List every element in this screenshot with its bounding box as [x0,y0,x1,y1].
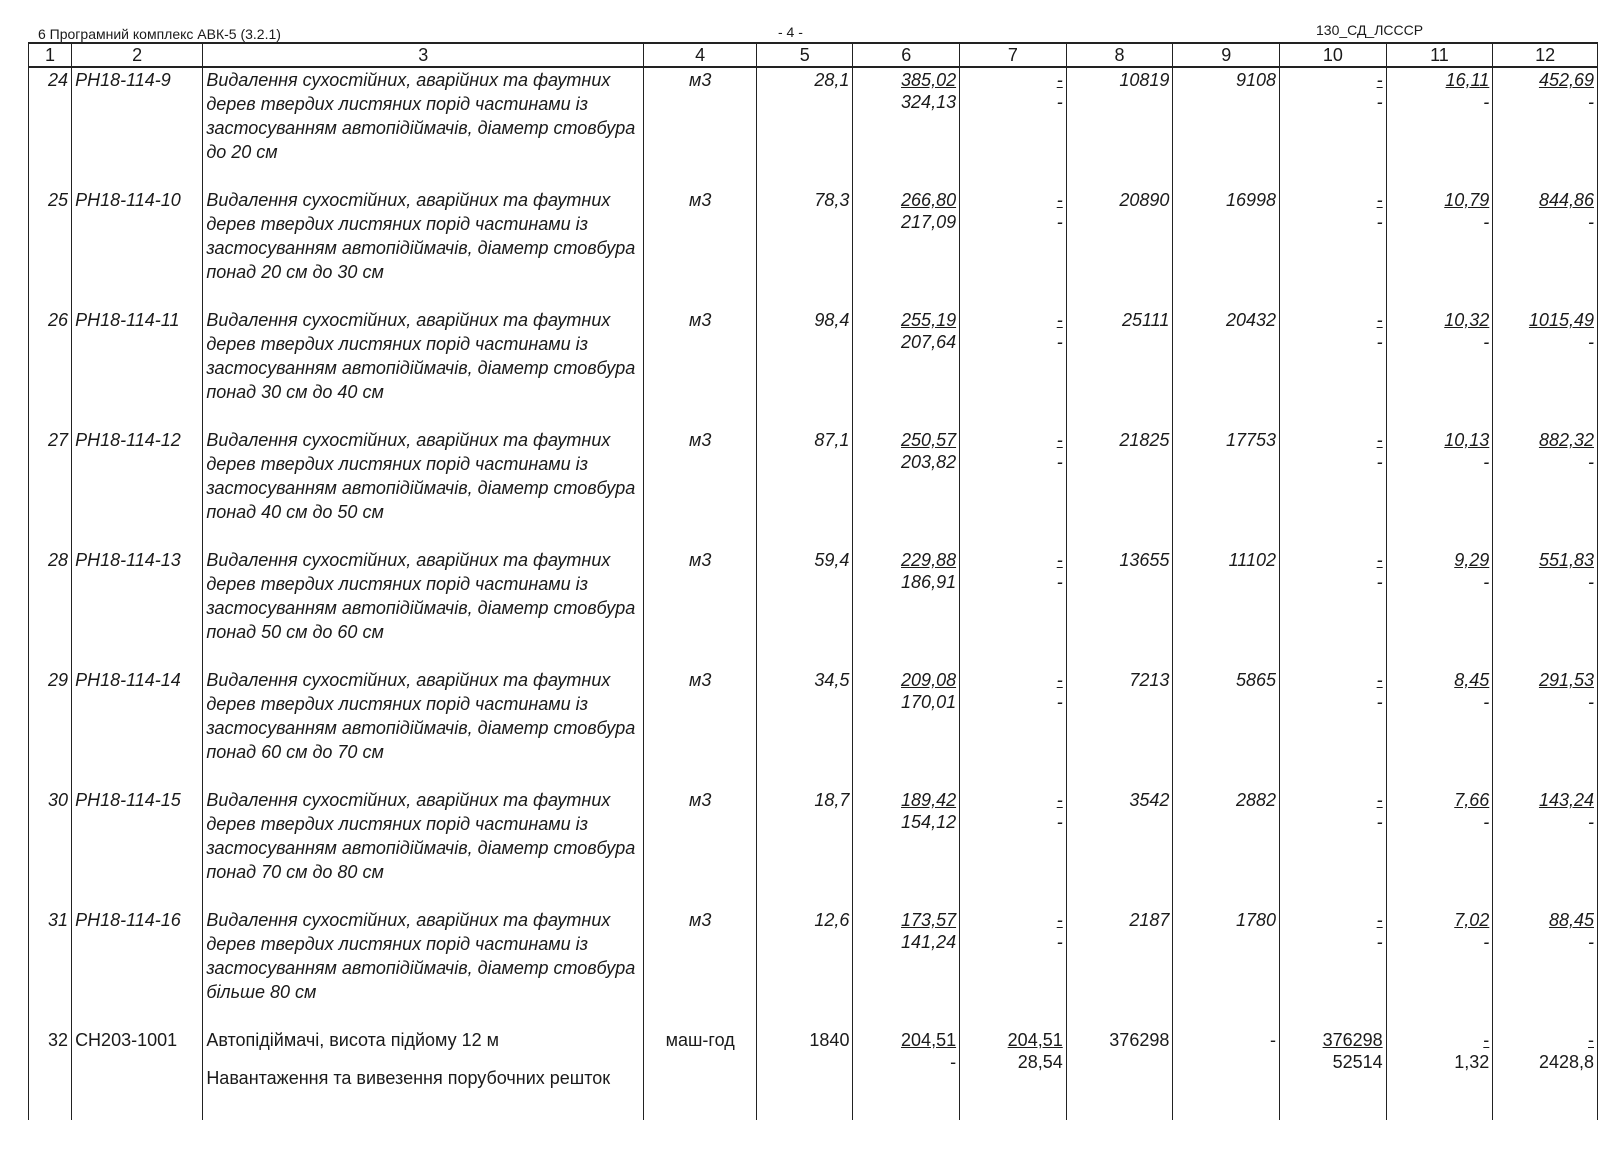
value-top: - [1376,790,1383,810]
software-name: 6 Програмний комплекс АВК-5 (3.2.1) [38,26,281,42]
value-top: 88,45 [1548,910,1594,930]
value-bottom: - [1376,572,1383,592]
col-7-cell [960,548,1067,668]
col-6-cell [853,668,960,788]
col-header: 10 [1280,43,1387,67]
value-top: - [1588,1030,1594,1050]
column-number-row [29,43,1598,67]
col-6-cell [853,67,960,188]
table-row [29,188,1598,308]
row-number: 30 [29,788,72,908]
col-6-cell [853,548,960,668]
col-9-cell: 5865 [1173,668,1280,788]
quantity: 98,4 [757,308,853,428]
value-top: 1015,49 [1528,310,1594,330]
value-bottom: - [1483,812,1490,832]
table-row [29,788,1598,908]
value-bottom: - [1056,692,1063,712]
col-6-cell [853,428,960,548]
value-top: - [1376,190,1383,210]
value-top: 7,02 [1454,910,1490,930]
row-number: 26 [29,308,72,428]
col-7-cell [960,1028,1067,1120]
value-bottom: - [1056,932,1063,952]
col-12-cell [1493,428,1598,548]
row-number: 27 [29,428,72,548]
value-bottom: - [1483,572,1490,592]
value-top: 10,32 [1444,310,1490,330]
value-bottom: - [1483,932,1490,952]
value-top: - [1056,910,1063,930]
col-10-cell [1280,668,1387,788]
col-11-cell [1386,1028,1493,1120]
col-8-cell: 7213 [1066,668,1173,788]
table-row [29,1028,1598,1120]
col-header: 12 [1493,43,1598,67]
col-header: 7 [960,43,1067,67]
value-top: - [1376,910,1383,930]
table-row [29,548,1598,668]
col-8-cell: 25111 [1066,308,1173,428]
value-top: 250,57 [901,430,957,450]
value-top: 204,51 [901,1030,957,1050]
col-12-cell [1493,908,1598,1028]
unit: м3 [644,428,757,548]
work-description [203,668,644,788]
unit: м3 [644,188,757,308]
unit: м3 [644,548,757,668]
value-bottom: - [1056,572,1063,592]
value-top: - [1376,310,1383,330]
col-11-cell [1386,308,1493,428]
row-number: 31 [29,908,72,1028]
col-header: 3 [203,43,644,67]
col-11-cell [1386,548,1493,668]
value-bottom: 186,91 [901,572,957,592]
col-11-cell [1386,428,1493,548]
value-bottom: 1,32 [1454,1052,1490,1072]
value-top: - [1056,430,1063,450]
col-9-cell: 2882 [1173,788,1280,908]
col-10-cell [1280,1028,1387,1120]
col-header: 6 [853,43,960,67]
value-top: - [1376,670,1383,690]
col-11-cell [1386,908,1493,1028]
value-top: 882,32 [1538,430,1594,450]
value-bottom: 28,54 [1017,1052,1063,1072]
value-bottom: 141,24 [901,932,957,952]
rate-code: РН18-114-11 [72,308,203,428]
col-11-cell [1386,788,1493,908]
value-top: 255,19 [901,310,957,330]
rate-code: РН18-114-12 [72,428,203,548]
rate-code: РН18-114-15 [72,788,203,908]
value-bottom: - [1056,212,1063,232]
value-top: 844,86 [1538,190,1594,210]
value-top: 10,79 [1444,190,1490,210]
quantity: 78,3 [757,188,853,308]
work-description [203,1028,644,1120]
value-top: - [1376,70,1383,90]
description-text: Видалення сухостійних, аварійних та фаутних дерев твердих листяних порід частинами із застосуванням автопідіймачів, діаметр стовбура понад 40 см до 50 см [206,430,636,522]
col-12-cell [1493,1028,1598,1120]
value-bottom: - [1056,332,1063,352]
table-body [29,67,1598,1120]
table-row [29,668,1598,788]
value-bottom: - [1483,692,1490,712]
work-description [203,188,644,308]
col-10-cell [1280,788,1387,908]
col-9-cell: 11102 [1173,548,1280,668]
value-top: - [1376,550,1383,570]
value-top: - [1056,310,1063,330]
value-bottom: - [1588,212,1594,232]
value-bottom: - [1376,212,1383,232]
value-bottom: - [1376,92,1383,112]
value-top: 10,13 [1444,430,1490,450]
value-top: 16,11 [1445,70,1490,90]
value-bottom: - [1483,212,1490,232]
value-bottom: - [1588,812,1594,832]
col-header: 9 [1173,43,1280,67]
value-bottom: - [950,1052,957,1072]
unit: маш-год [644,1028,757,1120]
col-8-cell: 2187 [1066,908,1173,1028]
value-bottom: - [1376,332,1383,352]
description-text: Автопідіймачі, висота підйому 12 м [206,1030,499,1050]
work-description [203,908,644,1028]
value-top: - [1056,190,1063,210]
col-7-cell [960,308,1067,428]
value-top: 551,83 [1538,550,1594,570]
col-9-cell: 1780 [1173,908,1280,1028]
value-top: 7,66 [1454,790,1490,810]
value-bottom: 217,09 [901,212,957,232]
value-bottom: 170,01 [901,692,957,712]
value-top: 9,29 [1454,550,1490,570]
row-number: 29 [29,668,72,788]
col-header: 5 [757,43,853,67]
row-number: 25 [29,188,72,308]
value-bottom: - [1483,92,1490,112]
value-bottom: 203,82 [901,452,957,472]
col-8-cell: 3542 [1066,788,1173,908]
row-number: 24 [29,67,72,188]
value-bottom: - [1483,332,1490,352]
value-top: - [1483,1030,1490,1050]
work-description [203,788,644,908]
quantity: 28,1 [757,67,853,188]
table-row [29,428,1598,548]
rate-code: СН203-1001 [72,1028,203,1120]
col-6-cell [853,188,960,308]
value-top: 385,02 [901,70,957,90]
col-11-cell [1386,188,1493,308]
value-top: - [1056,790,1063,810]
col-11-cell [1386,668,1493,788]
quantity: 12,6 [757,908,853,1028]
value-bottom: 324,13 [901,92,957,112]
col-12-cell [1493,668,1598,788]
col-header: 8 [1066,43,1173,67]
value-bottom: - [1588,572,1594,592]
value-top: 143,24 [1538,790,1594,810]
col-8-cell: 20890 [1066,188,1173,308]
value-top: 204,51 [1007,1030,1063,1050]
quantity: 87,1 [757,428,853,548]
col-header: 2 [72,43,203,67]
col-9-cell: 16998 [1173,188,1280,308]
quantity: 59,4 [757,548,853,668]
value-top: - [1056,670,1063,690]
value-bottom: - [1588,452,1594,472]
value-top: 173,57 [901,910,957,930]
col-header: 4 [644,43,757,67]
value-top: - [1056,70,1063,90]
col-10-cell [1280,67,1387,188]
work-description [203,67,644,188]
col-12-cell [1493,548,1598,668]
value-bottom: 2428,8 [1538,1052,1594,1072]
rate-code: РН18-114-10 [72,188,203,308]
value-top: 452,69 [1538,70,1594,90]
value-bottom: - [1376,812,1383,832]
col-10-cell [1280,308,1387,428]
unit: м3 [644,308,757,428]
col-10-cell [1280,548,1387,668]
col-8-cell: 376298 [1066,1028,1173,1120]
value-bottom: - [1483,452,1490,472]
estimate-table [28,42,1598,1120]
col-7-cell [960,908,1067,1028]
col-7-cell [960,67,1067,188]
col-9-cell: - [1173,1028,1280,1120]
col-6-cell [853,1028,960,1120]
value-bottom: 52514 [1332,1052,1383,1072]
value-top: - [1056,550,1063,570]
value-top: 376298 [1322,1030,1383,1050]
page-number: - 4 - [778,24,803,40]
rate-code: РН18-114-16 [72,908,203,1028]
description-text: Видалення сухостійних, аварійних та фаутних дерев твердих листяних порід частинами із застосуванням автопідіймачів, діаметр стовбура понад 50 см до 60 см [206,550,636,642]
quantity: 18,7 [757,788,853,908]
row-number: 28 [29,548,72,668]
col-header: 11 [1386,43,1493,67]
unit: м3 [644,908,757,1028]
col-7-cell [960,188,1067,308]
value-bottom: 207,64 [901,332,957,352]
value-bottom: - [1588,92,1594,112]
description-text: Видалення сухостійних, аварійних та фаутних дерев твердих листяних порід частинами із застосуванням автопідіймачів, діаметр стовбура понад 60 см до 70 см [206,670,636,762]
work-description [203,548,644,668]
table-row [29,908,1598,1028]
col-9-cell: 17753 [1173,428,1280,548]
value-top: 291,53 [1538,670,1594,690]
value-bottom: - [1376,932,1383,952]
value-bottom: - [1588,932,1594,952]
unit: м3 [644,67,757,188]
value-bottom: - [1588,332,1594,352]
col-9-cell: 20432 [1173,308,1280,428]
unit: м3 [644,788,757,908]
quantity: 34,5 [757,668,853,788]
col-7-cell [960,788,1067,908]
col-6-cell [853,308,960,428]
document-code: 130_СД_ЛСССР [1316,22,1424,38]
value-top: 229,88 [901,550,957,570]
col-7-cell [960,428,1067,548]
table-row [29,308,1598,428]
table-row [29,67,1598,188]
col-10-cell [1280,188,1387,308]
rate-code: РН18-114-14 [72,668,203,788]
value-top: 209,08 [901,670,957,690]
description-text: Видалення сухостійних, аварійних та фаутних дерев твердих листяних порід частинами із застосуванням автопідіймачів, діаметр стовбура понад 30 см до 40 см [206,310,636,402]
quantity: 1840 [757,1028,853,1120]
col-8-cell: 13655 [1066,548,1173,668]
col-10-cell [1280,428,1387,548]
rate-code: РН18-114-9 [72,67,203,188]
rate-code: РН18-114-13 [72,548,203,668]
value-bottom: - [1056,92,1063,112]
work-description [203,428,644,548]
col-8-cell: 21825 [1066,428,1173,548]
col-header: 1 [29,43,72,67]
unit: м3 [644,668,757,788]
col-12-cell [1493,188,1598,308]
value-top: - [1376,430,1383,450]
description-text: Видалення сухостійних, аварійних та фаутних дерев твердих листяних порід частинами із застосуванням автопідіймачів, діаметр стовбура понад 20 см до 30 см [206,190,636,282]
col-12-cell [1493,67,1598,188]
description-text: Видалення сухостійних, аварійних та фаутних дерев твердих листяних порід частинами із застосуванням автопідіймачів, діаметр стовбура більше 80 см [206,910,636,1002]
value-top: 189,42 [901,790,957,810]
col-11-cell [1386,67,1493,188]
col-9-cell: 9108 [1173,67,1280,188]
value-bottom: - [1056,452,1063,472]
section-note: Навантаження та вивезення порубочних решток [206,1068,611,1088]
col-12-cell [1493,788,1598,908]
value-top: 8,45 [1454,670,1490,690]
description-text: Видалення сухостійних, аварійних та фаутних дерев твердих листяних порід частинами із застосуванням автопідіймачів, діаметр стовбура до 20 см [206,70,636,162]
col-10-cell [1280,908,1387,1028]
description-text: Видалення сухостійних, аварійних та фаутних дерев твердих листяних порід частинами із застосуванням автопідіймачів, діаметр стовбура понад 70 см до 80 см [206,790,636,882]
value-bottom: - [1376,452,1383,472]
col-12-cell [1493,308,1598,428]
value-top: 266,80 [901,190,957,210]
col-8-cell: 10819 [1066,67,1173,188]
work-description [203,308,644,428]
value-bottom: - [1056,812,1063,832]
value-bottom: 154,12 [901,812,957,832]
col-7-cell [960,668,1067,788]
row-number: 32 [29,1028,72,1120]
col-6-cell [853,908,960,1028]
col-6-cell [853,788,960,908]
value-bottom: - [1376,692,1383,712]
value-bottom: - [1588,692,1594,712]
